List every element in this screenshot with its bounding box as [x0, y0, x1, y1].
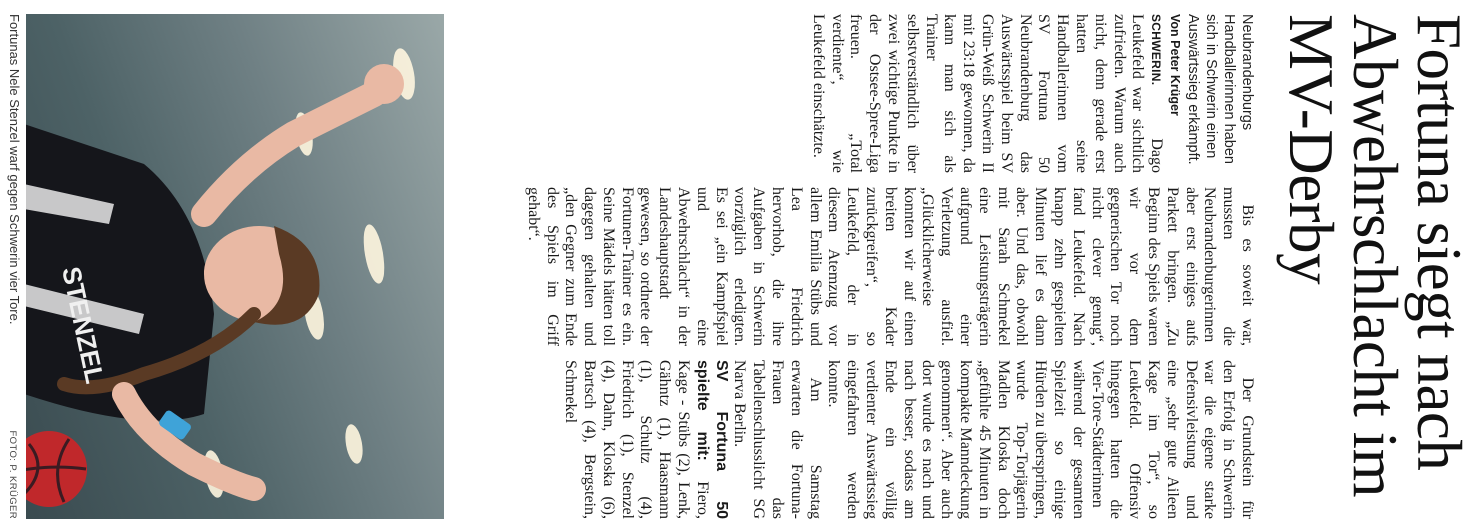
photo-handball-player	[26, 14, 444, 519]
byline: Von Peter Krüger	[1168, 14, 1182, 116]
photo-caption	[7, 14, 22, 519]
lineup-text: Fiero, Kage - Stübs (2), Lenk, Gähntz (1), Haasmann (1), Schultz (4), Friedrich (1), Stenzel (4), Dahn, Kloska (6), Bartsch (4), Bergstein, Schmekel	[562, 360, 711, 519]
paragraph-2: Bis es soweit war, mussten die Neubrandenburgerinnen aber erst einiges aufs Parkett bringen. „Zu Beginn des Spiels waren wir vor dem gegnerischen Tor noch nicht clever genug“, fand Leukefeld. Nach knapp zehn gespielten Minuten lief es dann aber. Und das, obwohl mit Sarah Schmekel eine Leistungsträgerin aufgrund einer Verletzung ausfiel. „Glücklicherweise konnten wir auf einen breiten Kader zurückgreifen“, so Leukefeld, der in diesem Atemzug vor allem Emilia Stübs und Lea Friedrich hervorhob, die ihre Aufgaben in Schwerin vorzüglich erledigten. Es sei „ein Kampfspiel und eine Abwehrschlacht“ in der Landeshauptstadt gewesen, so ordnete der Fortunen-Trainer es ein. Seine Mädels hätten toll dagegen gehalten und „den Gegner zum Ende des Spiels im Griff gehabt“.	[524, 187, 1256, 346]
headline: Fortuna siegt nach Abwehrschlacht im MV-Derby	[1276, 14, 1474, 498]
paragraph-4: Am Samstag erwarten die Fortuna-Frauen das Tabellenschlusslicht SG Narva Berlin.	[731, 360, 824, 519]
teaser: Neubrandenburgs Handballerinnen haben sich in Schwerin einen Auswärtssieg erkämpft.	[1185, 14, 1255, 165]
jersey-print: STENZEL	[56, 264, 111, 387]
paragraph-3: Der Grundstein für den Erfolg in Schwerin war die eigene starke Defensivleistung und eine „sehr gute Aileen Kage im Tor“, so Leukefeld. Offensiv hingegen hatten die Vier-Tore-Städterinnen während der gesamten Spielzeit so einige Hürden zu überspringen, wurde Top-Torjägerin Madlen Kloska doch „gefühlte 45 Minuten in kompakte Manndeckung genommen“. Aber auch dort wurde es nach und nach besser, sodass am Ende ein völlig verdienter Auswärtssieg eingefahren werden konnte.	[825, 360, 1256, 519]
photo-credit: FOTO: P. KRÜGER	[7, 430, 18, 519]
column-1	[446, 14, 1256, 173]
caption-text: Fortunas Nele Stenzel warf gegen Schwerin vier Tore.	[7, 14, 22, 325]
paragraph-1-text: Dago Leukefeld war sichtlich zufrieden. Warum auch nicht, denn gerade erst hatten seine Handballerinnen vom SV Fortuna 50 Neubrandenburg das Auswärtsspiel beim SV Grün-Weiß Schwerin II mit 23:18 gewonnen, da kann man sich als Trainer selbstverständlich über zwei wichtige Punkte in der Ostsee-Spree-Liga freuen. „Total verdiente“, wie Leukefeld einschätzte.	[809, 14, 1166, 173]
lineup-heading: SV Fortuna 50 spielte mit:	[693, 360, 730, 519]
paragraph-1	[808, 14, 1165, 173]
column-3	[446, 360, 1256, 519]
lineup	[561, 360, 730, 519]
article-body	[446, 14, 1256, 519]
column-2	[446, 187, 1256, 346]
photo-illustration	[26, 14, 444, 519]
player-arm	[204, 94, 374, 214]
dateline: SCHWERIN.	[1149, 14, 1164, 86]
